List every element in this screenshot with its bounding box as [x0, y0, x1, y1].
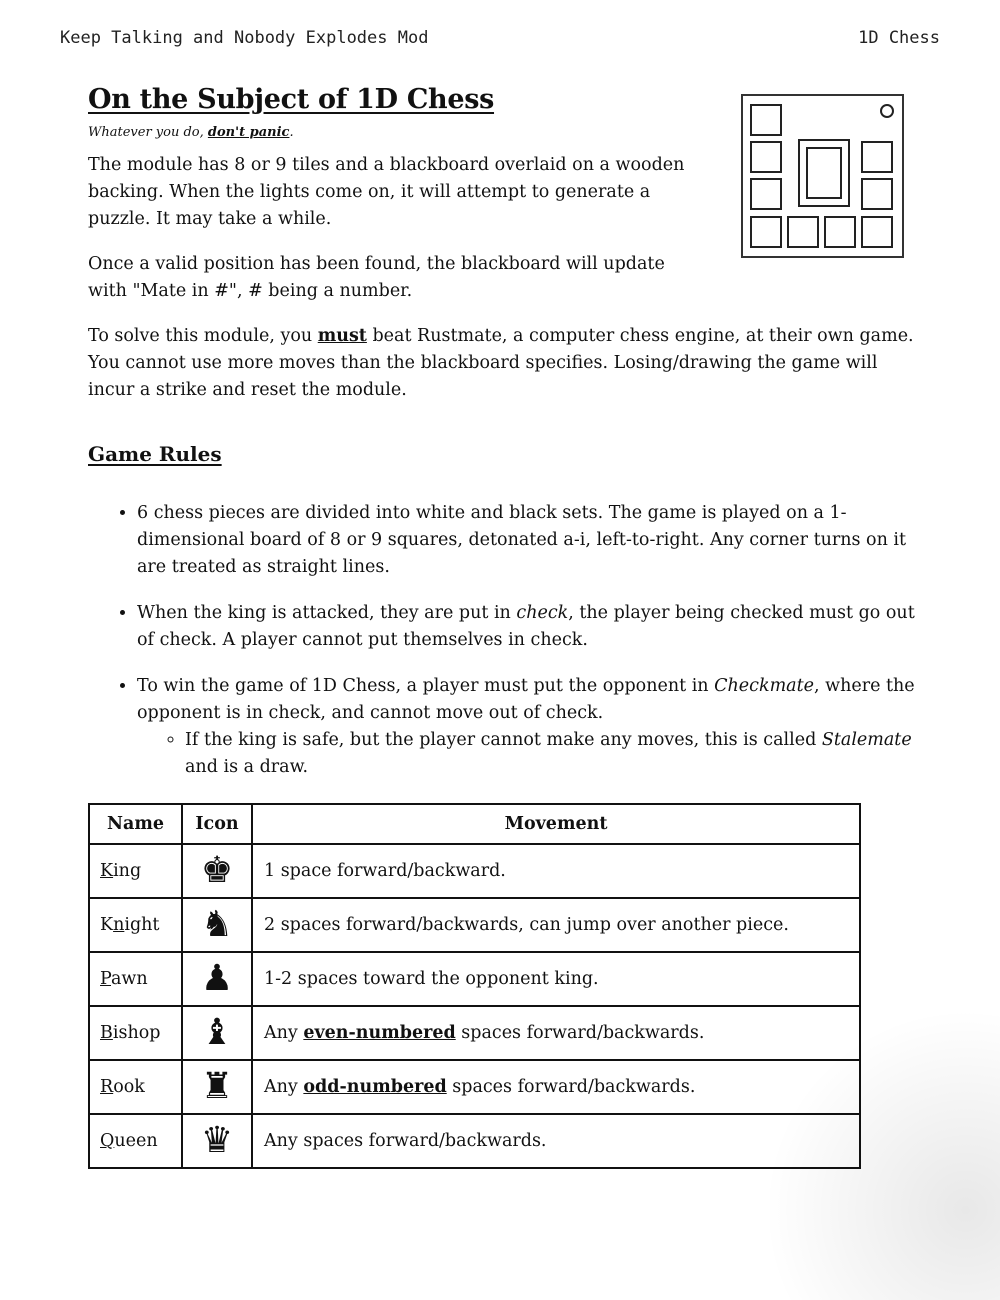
manual-content [88, 84, 918, 1169]
rule-item: • When the king is attacked, they are put in check, the player being checked must go out of check. A player cannot put themselves in check. [137, 600, 918, 654]
piece-key-letter: n [113, 915, 125, 935]
intro-paragraph: The module has 8 or 9 tiles and a blackboard overlaid on a wooden backing. When the lights come on, it will attempt to generate a puzzle. It may take a while. [88, 155, 685, 229]
table-row [89, 1006, 860, 1060]
pawn-icon: ♟ [182, 952, 252, 1006]
rule-item: • To win the game of 1D Chess, a player must put the opponent in Checkmate, where the opponent is in check, and cannot move out of check. ◦ If the king is safe, but the player cannot make any moves, this is called Stalemate and is a draw. [137, 673, 918, 781]
rook-icon: ♜ [182, 1060, 252, 1114]
must-emphasis: must [317, 326, 367, 346]
piece-movement: 1-2 spaces toward the opponent king. [252, 952, 860, 1006]
piece-name: Queen [89, 1114, 182, 1168]
table-row [89, 898, 860, 952]
table-row [89, 952, 860, 1006]
piece-movement: Any even-numbered spaces forward/backwards. [252, 1006, 860, 1060]
puzzle-paragraph: Once a valid position has been found, the blackboard will update with "Mate in #", # being a number. [88, 254, 665, 301]
header-name: Name [89, 804, 182, 844]
rule-item: • 6 chess pieces are divided into white and black sets. The game is played on a 1-dimensional board of 8 or 9 squares, detonated a-i, left-to-right. Any corner turns on it are treated as straight lines. [137, 500, 918, 581]
table-row [89, 844, 860, 898]
flavor-text: Whatever you do, don't panic. [88, 125, 294, 140]
piece-movement: 1 space forward/backward. [252, 844, 860, 898]
piece-movement: Any spaces forward/backwards. [252, 1114, 860, 1168]
piece-name: Pawn [89, 952, 182, 1006]
piece-name: Knight [89, 898, 182, 952]
movement-emphasis: odd-numbered [303, 1077, 447, 1097]
solve-paragraph: To solve this module, you must beat Rustmate, a computer chess engine, at their own game. You cannot use more moves than the blackboard specifies. Losing/drawing the game will incur a strike and reset the module. [88, 326, 914, 400]
sub-rule-list [137, 727, 918, 781]
piece-name: Rook [89, 1060, 182, 1114]
rules-list [88, 500, 918, 781]
piece-key-letter: R [100, 1077, 114, 1097]
table-row [89, 1060, 860, 1114]
king-icon: ♚ [182, 844, 252, 898]
page-title: On the Subject of 1D Chess [88, 84, 495, 115]
bishop-icon: ♝ [182, 1006, 252, 1060]
piece-movement: Any odd-numbered spaces forward/backwards. [252, 1060, 860, 1114]
piece-key-letter: K [100, 861, 114, 881]
piece-key-letter: B [100, 1023, 113, 1043]
sub-rule-item: ◦ If the king is safe, but the player cannot make any moves, this is called Stalemate and is a draw. [185, 727, 918, 781]
piece-name: King [89, 844, 182, 898]
header-movement: Movement [252, 804, 860, 844]
page-header [60, 28, 940, 48]
piece-key-letter: P [100, 969, 111, 989]
queen-icon: ♛ [182, 1114, 252, 1168]
rules-heading: Game Rules [88, 442, 222, 466]
header-icon: Icon [182, 804, 252, 844]
table-header-row [89, 804, 860, 844]
header-module-name: 1D Chess [858, 28, 940, 48]
movement-table [88, 803, 861, 1169]
flavor-emphasis: don't panic [207, 125, 290, 140]
piece-name: Bishop [89, 1006, 182, 1060]
knight-icon: ♞ [182, 898, 252, 952]
piece-key-letter: Q [100, 1131, 115, 1151]
table-row [89, 1114, 860, 1168]
header-mod-label: Keep Talking and Nobody Explodes Mod [60, 28, 429, 48]
piece-movement: 2 spaces forward/backwards, can jump over another piece. [252, 898, 860, 952]
movement-emphasis: even-numbered [303, 1023, 456, 1043]
